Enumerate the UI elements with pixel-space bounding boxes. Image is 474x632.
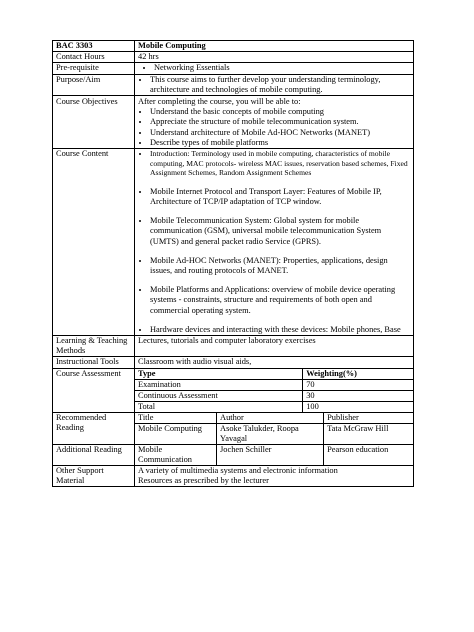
- content-row: [53, 149, 414, 336]
- list-item: • Introduction: Terminology used in mobile computing, characteristics of mobile computing, MAC protocols- wireless MAC issues, reservation based schemes, Fixed Assignment Schemes, Random Assignment Schemes: [150, 149, 410, 178]
- other-line: A variety of multimedia systems and electronic information: [138, 465, 338, 475]
- contact-hours-label: Contact Hours: [53, 52, 135, 63]
- objectives-row: [53, 96, 414, 149]
- purpose-row: [53, 74, 414, 95]
- objectives-intro: After completing the course, you will be able to:: [138, 97, 301, 107]
- author-header: Author: [217, 413, 324, 424]
- assessment-weight: 30: [303, 390, 413, 401]
- content-list: [138, 149, 410, 335]
- book-title: Mobile Computing: [135, 423, 217, 444]
- assessment-row: [53, 368, 414, 412]
- assessment-type-header: Type: [138, 368, 156, 378]
- book-publisher: Tata McGraw Hill: [324, 423, 413, 444]
- list-item: • This course aims to further develop your understanding terminology, architecture and technologies of mobile computing.: [150, 75, 410, 95]
- list-item: • Mobile Platforms and Applications: overview of mobile device operating systems - constraints, structure and requirements of both open and commercial operating system.: [150, 285, 410, 316]
- assessment-type: Continuous Assessment: [135, 390, 303, 401]
- table-row: [135, 379, 413, 390]
- purpose-label: Purpose/Aim: [53, 74, 135, 95]
- book-title: Mobile Communication: [135, 445, 217, 465]
- instructional-tools-value: Classroom with audio visual aids,: [135, 357, 414, 368]
- list-item: • Understand the basic concepts of mobile computing: [150, 107, 410, 117]
- table-row: [135, 423, 413, 444]
- assessment-label: Course Assessment: [53, 368, 135, 412]
- objectives-list: [138, 107, 410, 148]
- prerequisite-row: [53, 63, 414, 74]
- prerequisite-list: [138, 63, 410, 73]
- recommended-table: [135, 413, 413, 444]
- publisher-header: Publisher: [324, 413, 413, 424]
- list-item: • Mobile Ad-HOC Networks (MANET): Properties, applications, design issues, and routing protocols of MANET.: [150, 256, 410, 276]
- list-item: • Hardware devices and interacting with these devices: Mobile phones, Base: [150, 325, 410, 335]
- learning-methods-row: [53, 336, 414, 357]
- title-header: Title: [135, 413, 217, 424]
- list-item: • Describe types of mobile platforms: [150, 138, 410, 148]
- list-item: • Mobile Internet Protocol and Transport Layer: Features of Mobile IP, Architecture of TCP/IP adaptation of TCP window.: [150, 187, 410, 207]
- instructional-tools-row: [53, 357, 414, 368]
- recommended-row: [53, 412, 414, 444]
- course-code: BAC 3303: [56, 41, 93, 50]
- contact-hours-value: 42 hrs: [135, 52, 414, 63]
- list-item: • Appreciate the structure of mobile telecommunication system.: [150, 117, 410, 127]
- objectives-label: Course Objectives: [53, 96, 135, 149]
- assessment-type: Total: [135, 401, 303, 412]
- book-author: Jochen Schiller: [217, 445, 324, 465]
- assessment-table: [135, 369, 413, 412]
- contact-hours-row: [53, 52, 414, 63]
- purpose-list: [138, 75, 410, 95]
- table-row: [135, 413, 413, 424]
- course-table: [52, 40, 414, 487]
- assessment-type: Examination: [135, 379, 303, 390]
- list-item: • Mobile Telecommunication System: Global system for mobile communication (GSM), universal mobile telecommunication System (UMTS) and general packet radio Service (GPRS).: [150, 216, 410, 247]
- course-title: Mobile Computing: [138, 41, 206, 50]
- list-item: • Understand architecture of Mobile Ad-HOC Networks (MANET): [150, 128, 410, 138]
- content-label: Course Content: [53, 149, 135, 336]
- other-label: Other Support Material: [53, 465, 135, 486]
- table-row: [135, 401, 413, 412]
- other-row: [53, 465, 414, 486]
- recommended-label: Recommended Reading: [53, 412, 135, 444]
- table-row: [135, 445, 413, 465]
- assessment-weight: 100: [303, 401, 413, 412]
- assessment-weight-header: Weighting(%): [306, 368, 357, 378]
- additional-row: [53, 444, 414, 465]
- table-row: [135, 369, 413, 380]
- additional-table: [135, 445, 413, 465]
- learning-methods-label: Learning & Teaching Methods: [53, 336, 135, 357]
- header-row: [53, 41, 414, 52]
- prerequisite-label: Pre-requisite: [53, 63, 135, 74]
- learning-methods-value: Lectures, tutorials and computer laboratory exercises: [135, 336, 414, 357]
- table-row: [135, 390, 413, 401]
- list-item: • Networking Essentials: [154, 63, 410, 73]
- other-line: Resources as prescribed by the lecturer: [138, 475, 269, 485]
- assessment-weight: 70: [303, 379, 413, 390]
- additional-label: Additional Reading: [53, 444, 135, 465]
- book-publisher: Pearson education: [327, 444, 389, 454]
- instructional-tools-label: Instructional Tools: [53, 357, 135, 368]
- book-author: Asoke Talukder, Roopa Yavagal: [217, 423, 324, 444]
